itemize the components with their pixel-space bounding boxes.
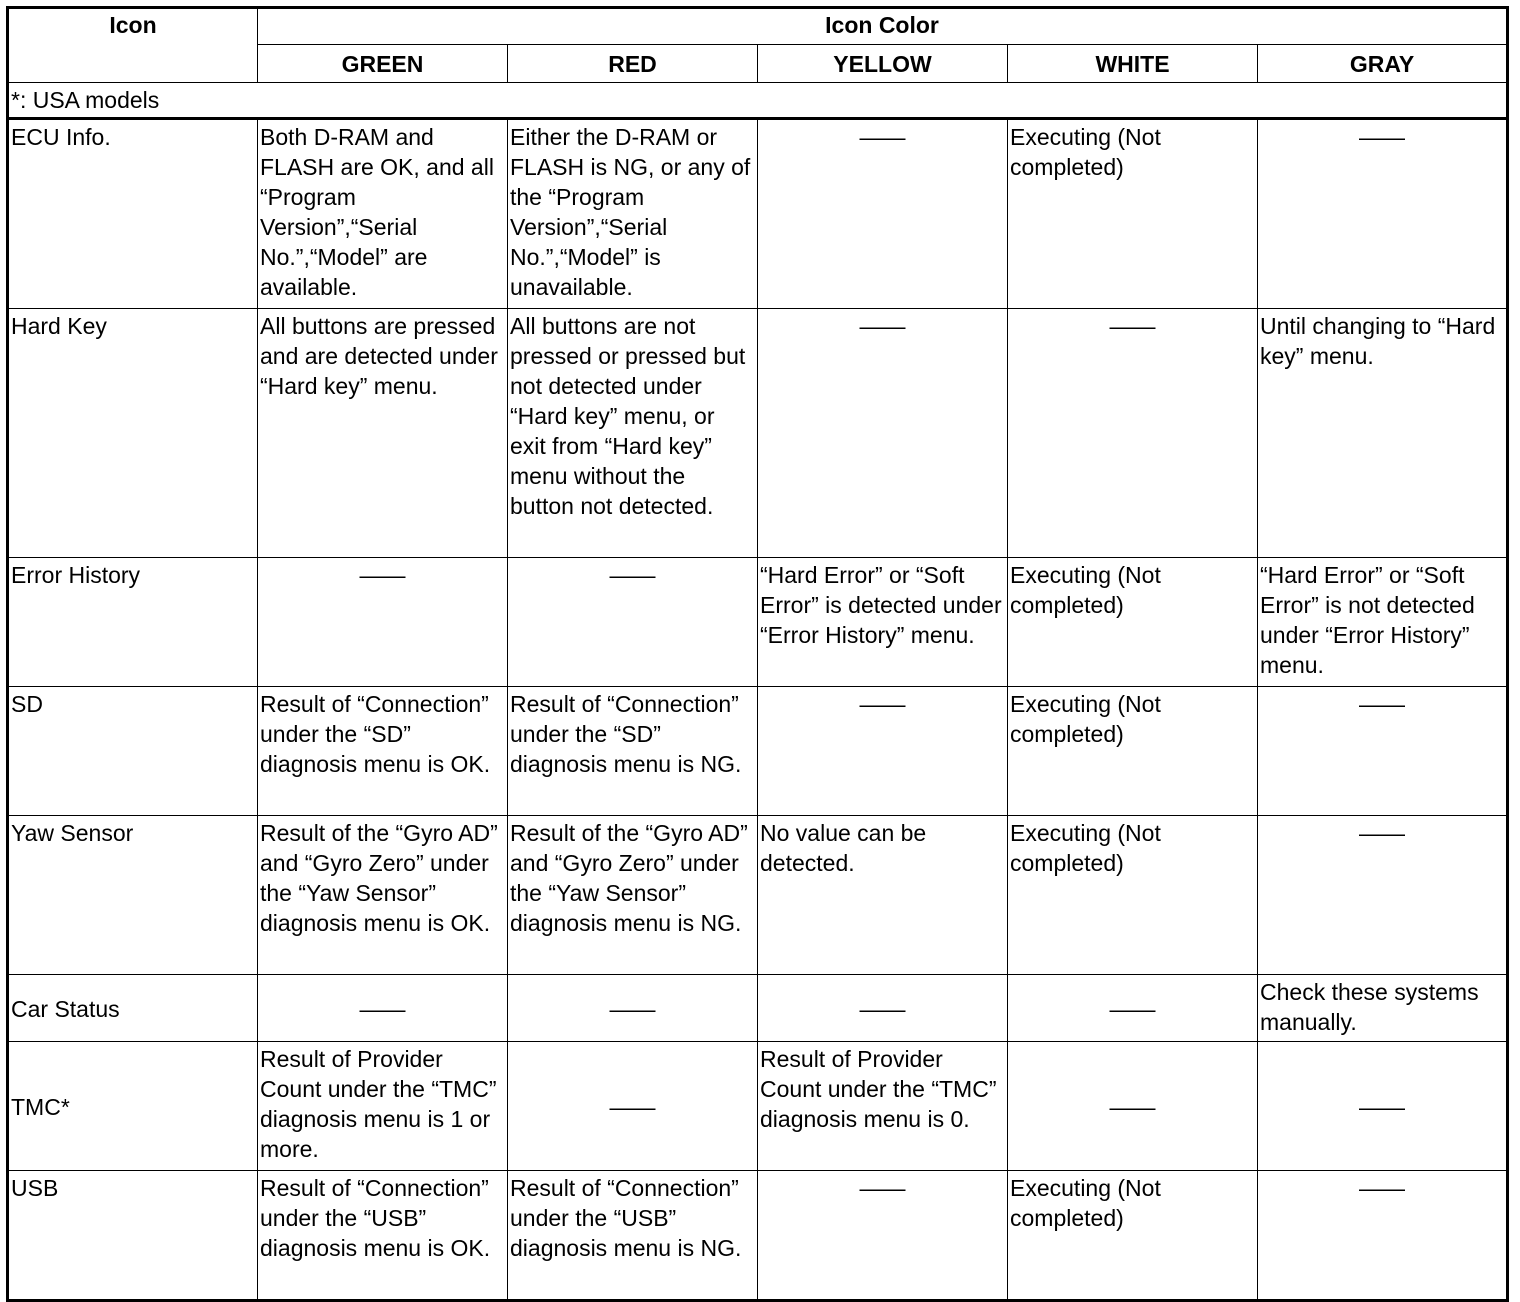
- row-label: ECU Info.: [8, 119, 258, 309]
- cell-gray: ——: [1258, 1171, 1508, 1301]
- cell-gray: Until changing to “Hard key” menu.: [1258, 309, 1508, 558]
- header-icon: Icon: [8, 8, 258, 83]
- cell-green: ——: [258, 975, 508, 1042]
- row-label: Car Status: [8, 975, 258, 1042]
- cell-green: Result of “Connection” under the “SD” diagnosis menu is OK.: [258, 687, 508, 816]
- row-label: Yaw Sensor: [8, 816, 258, 975]
- icon-color-table: [6, 6, 1509, 1302]
- cell-yellow: ——: [758, 687, 1008, 816]
- cell-yellow: Result of Provider Count under the “TMC” diagnosis menu is 0.: [758, 1042, 1008, 1171]
- row-label: Error History: [8, 558, 258, 687]
- cell-red: ——: [508, 558, 758, 687]
- cell-white: Executing (Not completed): [1008, 119, 1258, 309]
- cell-green: Result of Provider Count under the “TMC” diagnosis menu is 1 or more.: [258, 1042, 508, 1171]
- cell-yellow: “Hard Error” or “Soft Error” is detected under “Error History” menu.: [758, 558, 1008, 687]
- cell-gray: ——: [1258, 119, 1508, 309]
- cell-white: ——: [1008, 309, 1258, 558]
- cell-red: Either the D-RAM or FLASH is NG, or any of the “Program Version”,“Serial No.”,“Model” is unavailable.: [508, 119, 758, 309]
- row-label: USB: [8, 1171, 258, 1301]
- cell-yellow: ——: [758, 309, 1008, 558]
- cell-green: Result of the “Gyro AD” and “Gyro Zero” under the “Yaw Sensor” diagnosis menu is OK.: [258, 816, 508, 975]
- table-row: [8, 558, 1508, 687]
- header-red: RED: [508, 45, 758, 83]
- header-white: WHITE: [1008, 45, 1258, 83]
- table-row: [8, 309, 1508, 558]
- header-yellow: YELLOW: [758, 45, 1008, 83]
- usa-models-note: *: USA models: [8, 83, 1508, 119]
- row-label: SD: [8, 687, 258, 816]
- cell-red: Result of the “Gyro AD” and “Gyro Zero” under the “Yaw Sensor” diagnosis menu is NG.: [508, 816, 758, 975]
- cell-gray: “Hard Error” or “Soft Error” is not detected under “Error History” menu.: [1258, 558, 1508, 687]
- cell-red: Result of “Connection” under the “USB” diagnosis menu is NG.: [508, 1171, 758, 1301]
- table-row: [8, 1171, 1508, 1301]
- cell-yellow: ——: [758, 119, 1008, 309]
- cell-gray: ——: [1258, 1042, 1508, 1171]
- cell-yellow: No value can be detected.: [758, 816, 1008, 975]
- row-label: TMC*: [8, 1042, 258, 1171]
- cell-red: ——: [508, 975, 758, 1042]
- cell-yellow: ——: [758, 1171, 1008, 1301]
- cell-white: Executing (Not completed): [1008, 558, 1258, 687]
- cell-red: ——: [508, 1042, 758, 1171]
- table-row: [8, 975, 1508, 1042]
- header-green: GREEN: [258, 45, 508, 83]
- cell-green: Both D-RAM and FLASH are OK, and all “Program Version”,“Serial No.”,“Model” are available.: [258, 119, 508, 309]
- cell-white: Executing (Not completed): [1008, 1171, 1258, 1301]
- table-row: [8, 1042, 1508, 1171]
- header-gray: GRAY: [1258, 45, 1508, 83]
- cell-gray: Check these systems manually.: [1258, 975, 1508, 1042]
- cell-gray: ——: [1258, 816, 1508, 975]
- header-icon-color: Icon Color: [258, 8, 1508, 45]
- cell-white: Executing (Not completed): [1008, 687, 1258, 816]
- cell-gray: ——: [1258, 687, 1508, 816]
- table-row: [8, 816, 1508, 975]
- table-row: [8, 687, 1508, 816]
- cell-green: ——: [258, 558, 508, 687]
- cell-green: Result of “Connection” under the “USB” diagnosis menu is OK.: [258, 1171, 508, 1301]
- cell-white: ——: [1008, 975, 1258, 1042]
- row-label: Hard Key: [8, 309, 258, 558]
- cell-red: All buttons are not pressed or pressed but not detected under “Hard key” menu, or exit from “Hard key” menu without the button not detected.: [508, 309, 758, 558]
- cell-red: Result of “Connection” under the “SD” diagnosis menu is NG.: [508, 687, 758, 816]
- cell-white: ——: [1008, 1042, 1258, 1171]
- cell-white: Executing (Not completed): [1008, 816, 1258, 975]
- cell-green: All buttons are pressed and are detected under “Hard key” menu.: [258, 309, 508, 558]
- table-row: [8, 119, 1508, 309]
- cell-yellow: ——: [758, 975, 1008, 1042]
